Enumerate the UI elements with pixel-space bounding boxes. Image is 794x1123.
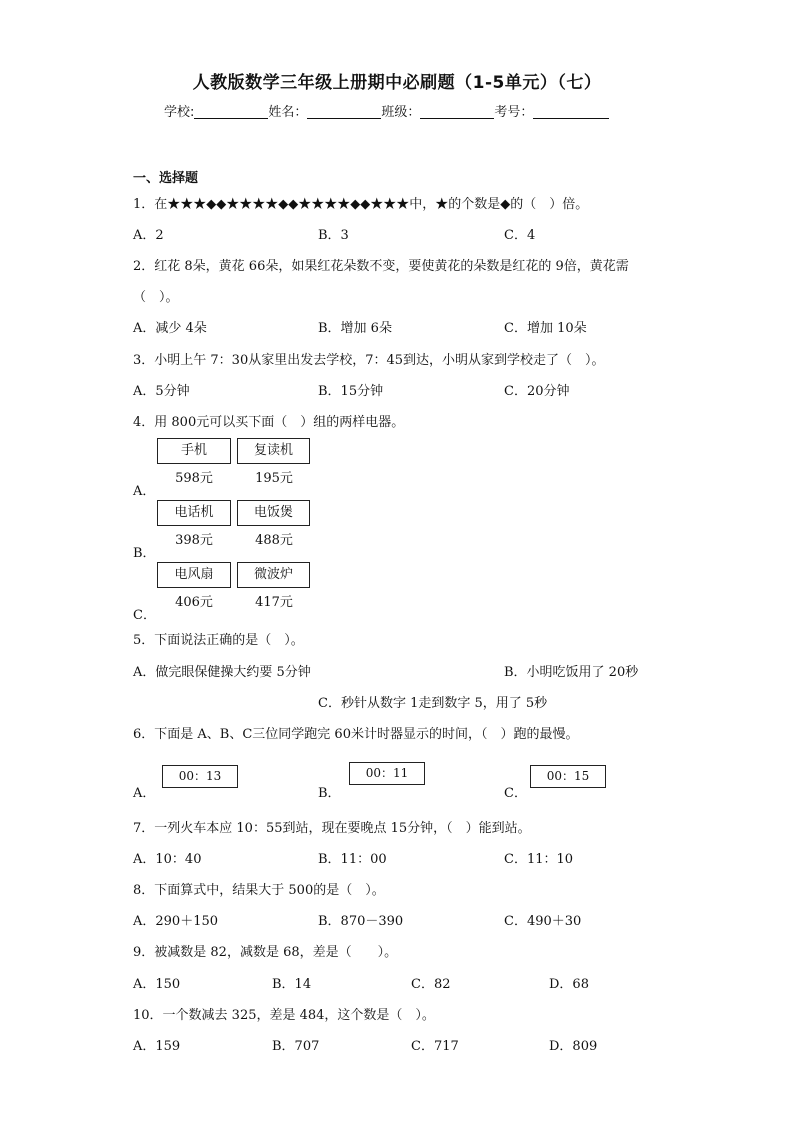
q3-option-c[interactable]: C．20分钟 bbox=[504, 384, 570, 399]
q4-option-a[interactable]: A． bbox=[133, 484, 156, 499]
student-info-line bbox=[164, 101, 609, 120]
q9-option-b[interactable]: B．14 bbox=[272, 977, 312, 992]
class-blank[interactable] bbox=[420, 104, 494, 119]
q4-b-item1-box: 电话机 bbox=[157, 500, 231, 526]
q6-a-timer-display: 00：13 bbox=[162, 765, 238, 788]
q4-b-price1: 398元 bbox=[175, 533, 213, 548]
q4-b-price2: 488元 bbox=[255, 533, 293, 548]
q1-option-a[interactable]: A．2 bbox=[133, 228, 164, 243]
q6-c-timer-display: 00：15 bbox=[530, 765, 606, 788]
q4-a-price2: 195元 bbox=[255, 471, 293, 486]
q1-option-b[interactable]: B．3 bbox=[318, 228, 349, 243]
q5-option-b[interactable]: B．小明吃饭用了 20秒 bbox=[504, 665, 639, 680]
q4-c-item2-box: 微波炉 bbox=[237, 562, 310, 588]
q8-option-c[interactable]: C．490＋30 bbox=[504, 914, 582, 929]
question-8: 8．下面算式中，结果大于 500的是（ ）。 bbox=[133, 883, 385, 898]
q10-option-a[interactable]: A．159 bbox=[133, 1039, 181, 1054]
q4-b-item2-box: 电饭煲 bbox=[237, 500, 310, 526]
question-9: 9．被减数是 82，减数是 68，差是（ ）。 bbox=[133, 945, 398, 960]
q9-option-c[interactable]: C．82 bbox=[411, 977, 451, 992]
question-4: 4．用 800元可以买下面（ ）组的两样电器。 bbox=[133, 415, 405, 430]
q10-option-d[interactable]: D．809 bbox=[549, 1039, 598, 1054]
q5-option-c[interactable]: C．秒针从数字 1走到数字 5，用了 5秒 bbox=[318, 696, 548, 711]
q3-option-a[interactable]: A．5分钟 bbox=[133, 384, 190, 399]
q4-c-price2: 417元 bbox=[255, 595, 293, 610]
q4-a-price1: 598元 bbox=[175, 471, 213, 486]
q9-option-d[interactable]: D．68 bbox=[549, 977, 589, 992]
question-1: 1．在★★★◆◆★★★★◆◆★★★★◆◆★★★中，★的个数是◆的（ ）倍。 bbox=[133, 197, 589, 212]
number-blank[interactable] bbox=[533, 104, 609, 119]
section-title: 一、选择题 bbox=[133, 171, 199, 186]
question-10: 10．一个数减去 325，差是 484，这个数是（ ）。 bbox=[133, 1008, 435, 1023]
q1-option-c[interactable]: C．4 bbox=[504, 228, 536, 243]
q4-c-price1: 406元 bbox=[175, 595, 213, 610]
q6-b-timer-display: 00：11 bbox=[349, 762, 425, 785]
class-label: 班级： bbox=[381, 105, 421, 120]
question-2-continued: （ ）。 bbox=[133, 290, 179, 305]
q2-option-b[interactable]: B．增加 6朵 bbox=[318, 321, 392, 336]
question-2: 2．红花 8朵，黄花 66朵，如果红花朵数不变，要使黄花的朵数是红花的 9倍，黄花需 bbox=[133, 259, 629, 274]
q5-option-a[interactable]: A．做完眼保健操大约要 5分钟 bbox=[133, 665, 311, 680]
q7-option-c[interactable]: C．11：10 bbox=[504, 852, 574, 867]
q9-option-a[interactable]: A．150 bbox=[133, 977, 181, 992]
school-label: 学校: bbox=[164, 105, 195, 120]
q4-c-item1-box: 电风扇 bbox=[157, 562, 231, 588]
q8-option-b[interactable]: B．870－390 bbox=[318, 914, 404, 929]
page-title: 人教版数学三年级上册期中必刷题（1-5单元）（七） bbox=[192, 73, 602, 93]
question-6: 6．下面是 A、B、C三位同学跑完 60米计时器显示的时间，（ ）跑的最慢。 bbox=[133, 727, 579, 742]
q4-option-b[interactable]: B． bbox=[133, 546, 156, 561]
name-label: 姓名： bbox=[268, 105, 308, 120]
number-label: 考号： bbox=[494, 105, 534, 120]
q2-option-a[interactable]: A．减少 4朵 bbox=[133, 321, 207, 336]
name-blank[interactable] bbox=[307, 104, 381, 119]
q4-a-item2-box: 复读机 bbox=[237, 438, 310, 464]
q4-a-item1-box: 手机 bbox=[157, 438, 231, 464]
q8-option-a[interactable]: A．290＋150 bbox=[133, 914, 219, 929]
q6-option-a[interactable]: A． bbox=[133, 786, 156, 801]
question-3: 3．小明上午 7：30从家里出发去学校，7：45到达，小明从家到学校走了（ ）。 bbox=[133, 353, 605, 368]
school-blank[interactable] bbox=[194, 104, 268, 119]
q3-option-b[interactable]: B．15分钟 bbox=[318, 384, 384, 399]
q4-option-c[interactable]: C． bbox=[133, 608, 156, 623]
q7-option-a[interactable]: A．10：40 bbox=[133, 852, 202, 867]
question-7: 7．一列火车本应 10：55到站，现在要晚点 15分钟，（ ）能到站。 bbox=[133, 821, 531, 836]
q10-option-c[interactable]: C．717 bbox=[411, 1039, 459, 1054]
question-5: 5．下面说法正确的是（ ）。 bbox=[133, 633, 304, 648]
q10-option-b[interactable]: B．707 bbox=[272, 1039, 320, 1054]
q6-option-c[interactable]: C． bbox=[504, 786, 527, 801]
q6-option-b[interactable]: B． bbox=[318, 786, 341, 801]
q2-option-c[interactable]: C．增加 10朵 bbox=[504, 321, 587, 336]
q7-option-b[interactable]: B．11：00 bbox=[318, 852, 387, 867]
